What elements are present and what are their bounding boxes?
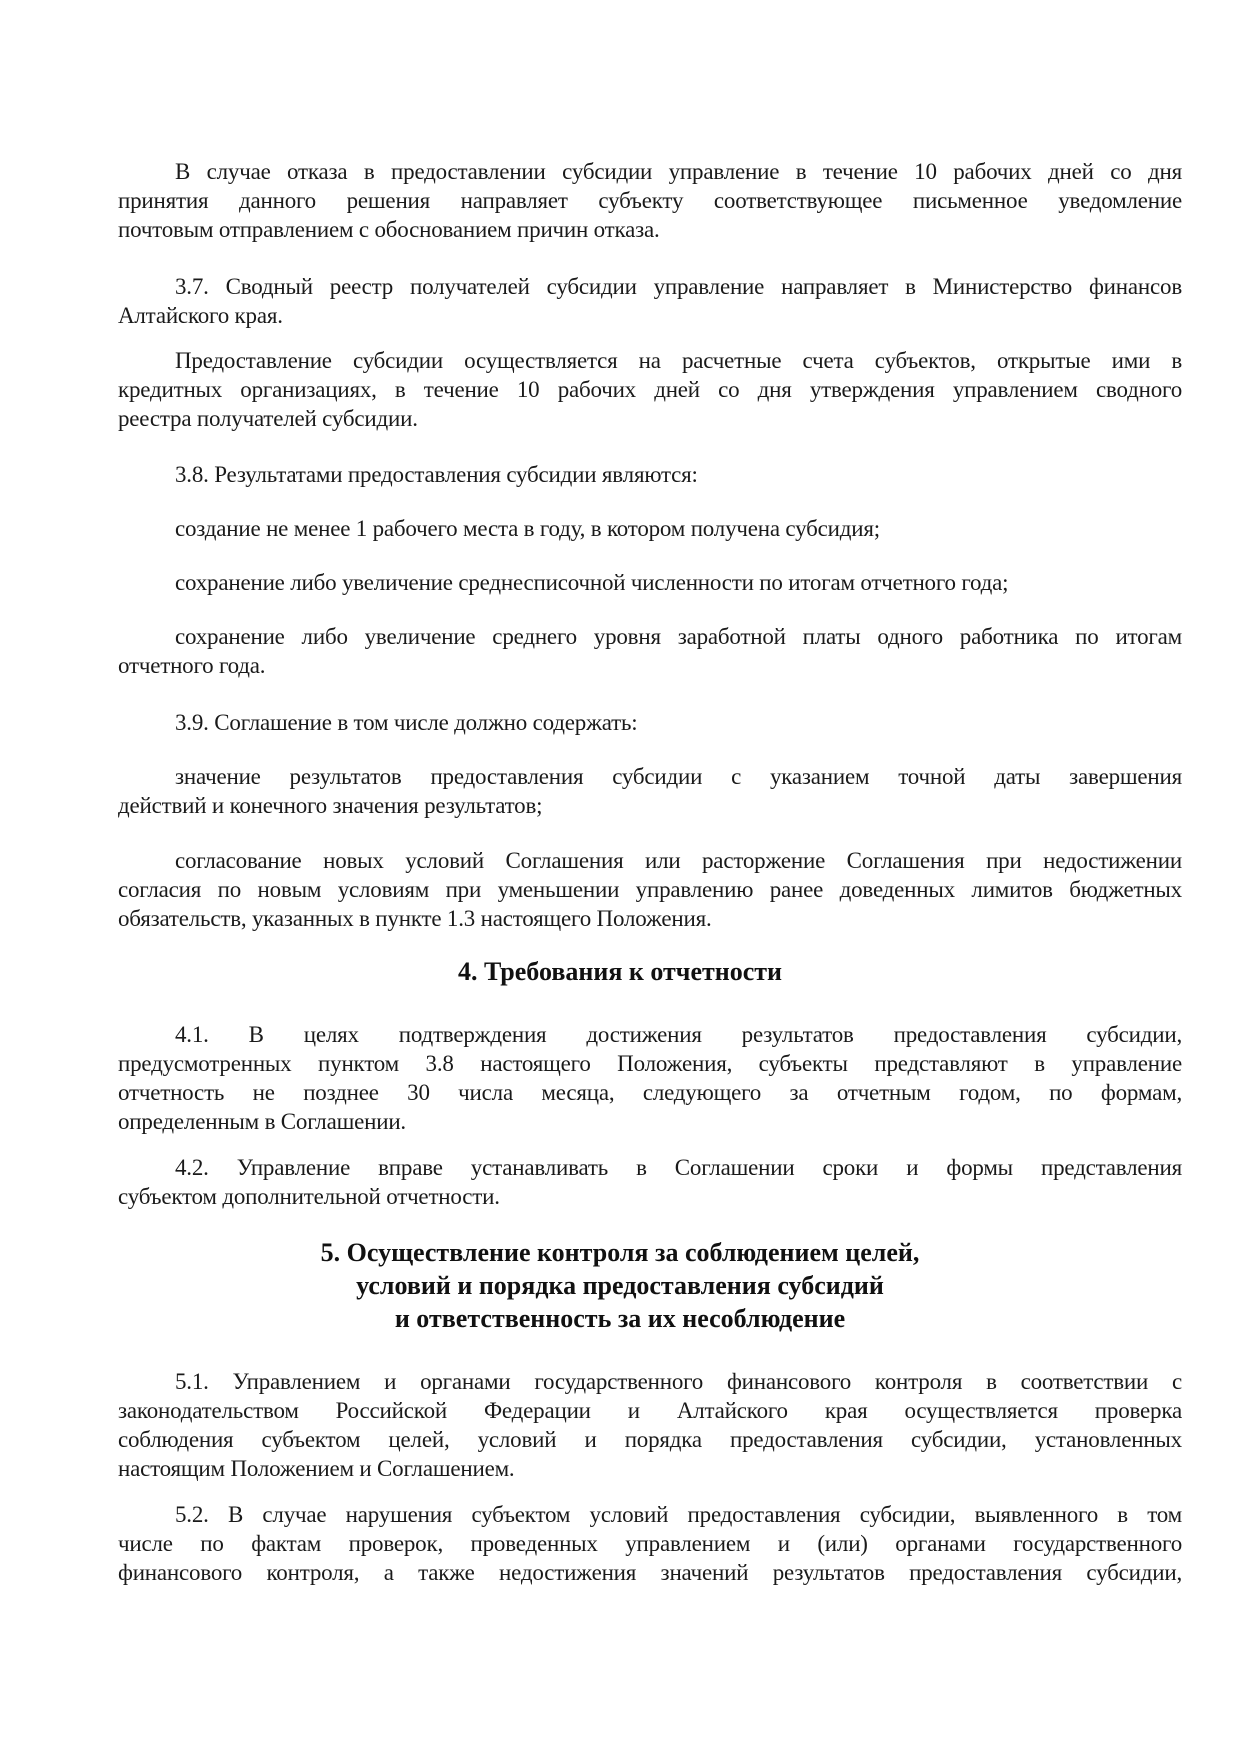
section-5-heading: условий и порядка предоставления субсидий [356,1271,884,1300]
agreement-item: согласование новых условий Соглашения или расторжение Соглашения при недостижении [175,848,1182,873]
paragraph-line: определенным в Соглашении. [118,1109,406,1134]
result-item: создание не менее 1 рабочего места в году, в котором получена субсидия; [175,516,880,541]
paragraph-line: настоящим Положением и Соглашением. [118,1456,515,1481]
clause-4-1: 4.1. В целях подтверждения достижения результатов предоставления субсидии, [175,1022,1182,1047]
agreement-item: значение результатов предоставления субсидии с указанием точной даты завершения [175,764,1182,789]
result-item: сохранение либо увеличение среднего уровня заработной платы одного работника по итогам [175,624,1182,649]
paragraph-line: отчетность не позднее 30 числа месяца, следующего за отчетным годом, по формам, [118,1080,1182,1105]
paragraph-line: почтовым отправлением с обоснованием причин отказа. [118,217,660,242]
paragraph-line: числе по фактам проверок, проведенных управлением и (или) органами государственного [118,1531,1182,1556]
clause-5-2: 5.2. В случае нарушения субъектом условий предоставления субсидии, выявленного в том [175,1502,1182,1527]
paragraph-line: обязательств, указанных в пункте 1.3 настоящего Положения. [118,906,712,931]
paragraph-line: согласия по новым условиям при уменьшении управлению ранее доведенных лимитов бюджетных [118,877,1182,902]
paragraph-line: действий и конечного значения результатов; [118,793,543,818]
clause-3-7: 3.7. Сводный реестр получателей субсидии управление направляет в Министерство финансов [175,274,1182,299]
clause-3-8: 3.8. Результатами предоставления субсидии являются: [175,462,698,487]
clause-5-1: 5.1. Управлением и органами государственного финансового контроля в соответствии с [175,1369,1182,1394]
paragraph-line: субъектом дополнительной отчетности. [118,1184,500,1209]
paragraph-line: кредитных организациях, в течение 10 рабочих дней со дня утверждения управлением сводного [118,377,1182,402]
result-item: сохранение либо увеличение среднесписочной численности по итогам отчетного года; [175,570,1009,595]
paragraph-line: законодательством Российской Федерации и Алтайского края осуществляется проверка [118,1398,1182,1423]
paragraph-line: В случае отказа в предоставлении субсидии управление в течение 10 рабочих дней со дня [175,159,1182,184]
section-5-heading: и ответственность за их несоблюдение [394,1304,846,1333]
paragraph-line: Предоставление субсидии осуществляется на расчетные счета субъектов, открытые ими в [175,348,1182,373]
paragraph-line: соблюдения субъектом целей, условий и порядка предоставления субсидии, установленных [118,1427,1182,1452]
paragraph-line: принятия данного решения направляет субъекту соответствующее письменное уведомление [118,188,1182,213]
paragraph-line: отчетного года. [118,653,266,678]
clause-3-9: 3.9. Соглашение в том числе должно содержать: [175,710,638,735]
paragraph-line: Алтайского края. [118,303,283,328]
paragraph-line: реестра получателей субсидии. [118,406,418,431]
paragraph-line: предусмотренных пунктом 3.8 настоящего Положения, субъекты представляют в управление [118,1051,1182,1076]
clause-4-2: 4.2. Управление вправе устанавливать в Соглашении сроки и формы представления [175,1155,1182,1180]
section-5-heading: 5. Осуществление контроля за соблюдением целей, [320,1238,920,1267]
paragraph-line: финансового контроля, а также недостижения значений результатов предоставления субсидии, [118,1560,1182,1585]
section-4-heading: 4. Требования к отчетности [457,957,783,986]
